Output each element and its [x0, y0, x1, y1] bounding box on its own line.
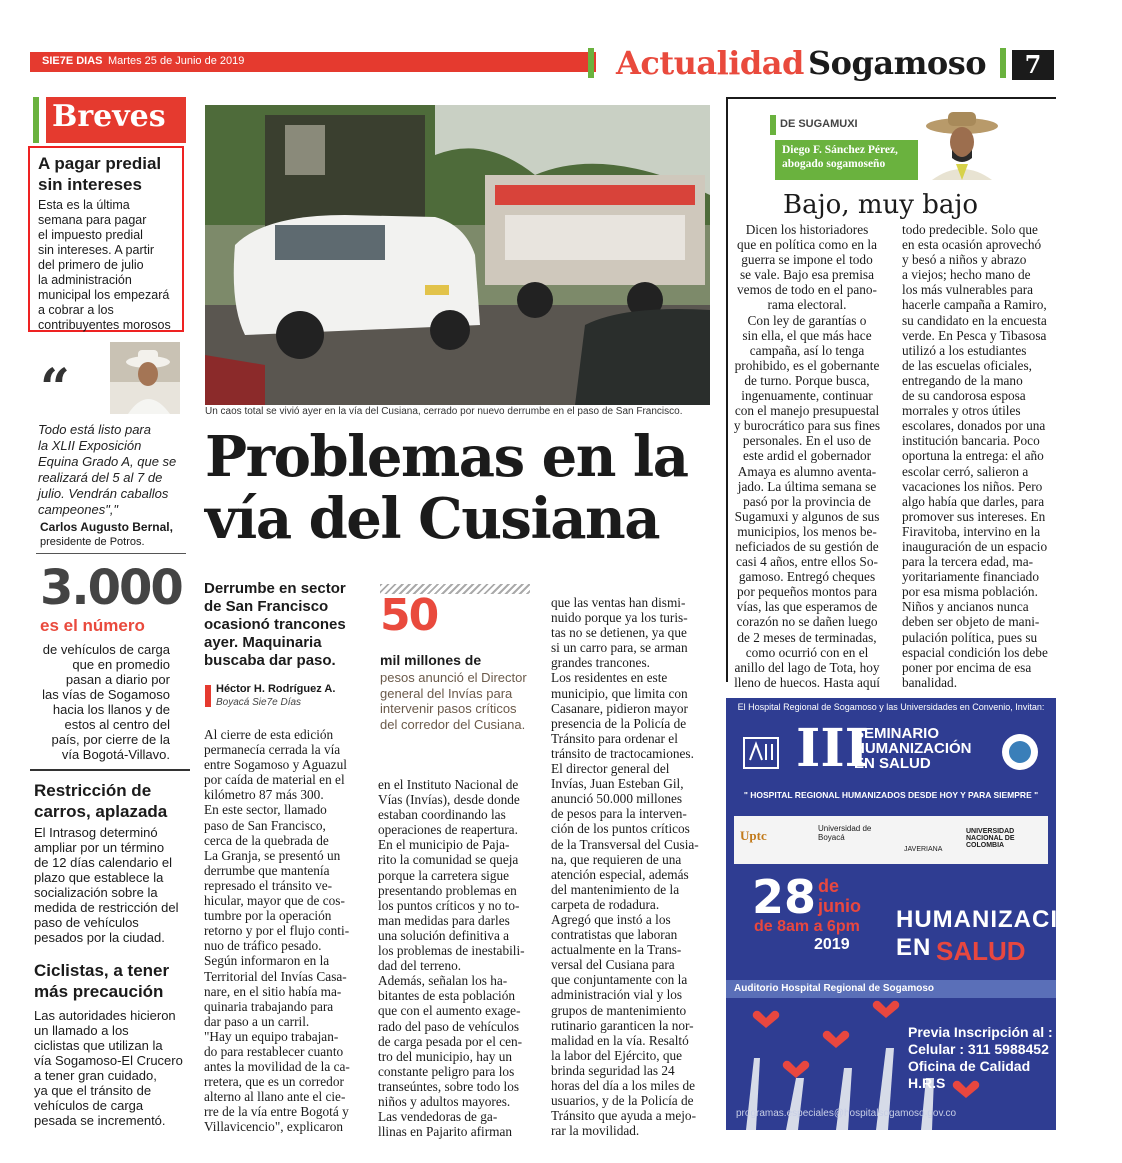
- text-line: man medidas para darles: [378, 912, 510, 928]
- logo-javeriana: JAVERIANA: [904, 846, 943, 853]
- text-line: de pesos para la interven-: [551, 806, 687, 822]
- logo-uptc: Uptc: [740, 828, 767, 843]
- ad-roman-numeral: III: [796, 718, 869, 779]
- ad-month-de: de: [818, 876, 840, 896]
- article-headline: [205, 426, 720, 550]
- brief-predial-body: [38, 198, 188, 333]
- text-line: malidad en la vía. Resaltó: [551, 1032, 689, 1048]
- seminar-ad: [726, 698, 1096, 1130]
- ad-slogan: " HOSPITAL REGIONAL HUMANIZADOS DESDE HOY Y PARA SIEMPRE ": [743, 790, 1039, 800]
- text-line: y burocrático para sus fines: [733, 418, 881, 434]
- text-line: nuido porque ya los turis-: [551, 610, 688, 626]
- text-line: EN SALUD: [854, 755, 931, 772]
- opinion-column-2: [902, 222, 1052, 690]
- text-line: lleno de huecos. Hasta aquí: [734, 674, 880, 690]
- text-line: país, por cierre de la: [51, 732, 170, 747]
- text-line: alterno al llano ante el cie-: [204, 1089, 346, 1105]
- ad-top-line: El Hospital Regional de Sogamoso y las Universidades en Convenio, Invitan:: [737, 702, 1045, 712]
- text-line: el impuesto predial: [38, 228, 143, 242]
- opinion-left-rule: [726, 97, 728, 682]
- text-line: carpeta de rodadura.: [551, 896, 660, 912]
- text-line: Casanare, pidieron mayor: [551, 700, 688, 716]
- text-line: a tener gran cuidado,: [34, 1068, 157, 1083]
- text-line: en el Instituto Nacional de: [378, 777, 519, 792]
- text-line: morrales y otros útiles: [902, 403, 1021, 419]
- text-line: retorno y por el flujo conti-: [204, 923, 350, 939]
- text-line: transeúntes, sobre todo los: [378, 1078, 520, 1094]
- brief-ciclistas-body: [34, 1008, 189, 1128]
- text-line: neficiados de su gestión de: [735, 538, 879, 554]
- section-title-sogamoso: Sogamoso: [808, 44, 987, 82]
- quote-author: Carlos Augusto Bernal,: [40, 520, 173, 534]
- text-line: El director general del: [551, 761, 670, 777]
- text-line: algo había que darles, para: [902, 493, 1045, 509]
- text-line: llinas en Pajarito afirman: [378, 1124, 513, 1140]
- text-line: Agregó que instó a los: [551, 911, 671, 927]
- text-line: La Granja, se presentó un: [204, 847, 341, 863]
- text-line: represado el tránsito ve-: [204, 877, 333, 893]
- text-line: Tránsito para ordenar el: [551, 730, 678, 746]
- text-line: las vías de Sogamoso: [42, 687, 170, 702]
- text-line: Villavicencio", explicaron: [204, 1119, 344, 1135]
- text-line: que con el aumento exage-: [378, 1003, 521, 1019]
- text-line: vehículos de carga: [34, 1098, 144, 1113]
- text-line: derrumbe que mantenía: [204, 862, 330, 878]
- text-line: a viejos; hecho mano de: [902, 267, 1031, 283]
- article-deck: [204, 580, 374, 670]
- stat-label: es el número: [40, 616, 145, 635]
- text-line: municipio, que limita con: [551, 685, 688, 701]
- text-line: la administración: [38, 273, 132, 287]
- ad-script-line2: SALUD: [936, 936, 1026, 966]
- text-line: la XLII Exposición: [38, 438, 142, 453]
- text-line: por caída de material en el: [204, 772, 345, 788]
- headline-line: vía del Cusiana: [205, 486, 660, 552]
- text-line: oportuna la entrega: el año: [902, 448, 1044, 464]
- text-line: En este sector, llamado: [204, 802, 327, 818]
- text-line: entregando de la mano: [902, 372, 1023, 388]
- text-line: de 2 meses de terminadas,: [737, 629, 877, 645]
- text-line: espacial condición los debe: [902, 644, 1048, 660]
- ad-month: junio: [818, 896, 861, 916]
- text-line: Al cierre de esta edición: [204, 727, 334, 742]
- text-line: estaban coordinando las: [378, 807, 506, 823]
- text-line: grandes trancones.: [551, 655, 650, 671]
- text-line: Territorial del Invías Casa-: [204, 968, 347, 984]
- text-line: promover sus intereses. En: [902, 508, 1046, 524]
- text-line: general del Invías para: [380, 685, 513, 701]
- text-line: Todo está listo para: [38, 422, 151, 437]
- text-line: banalidad.: [902, 674, 958, 690]
- text-line: ampliar por un término: [34, 840, 165, 855]
- text-line: Además, señalan los ha-: [378, 973, 508, 989]
- opinion-title: Bajo, muy bajo: [783, 190, 979, 220]
- text-line: gamoso. Entregó cheques: [738, 569, 876, 585]
- text-line: más precaución: [34, 982, 164, 1001]
- opinion-green-accent: [770, 115, 776, 135]
- text-line: ciclistas que utilizan la: [34, 1038, 163, 1053]
- text-line: versal del Cusiana para: [551, 957, 675, 973]
- text-line: municipios, los menos be-: [737, 523, 877, 539]
- text-line: entre Sogamoso y Aguazul: [204, 757, 347, 773]
- opinion-column-1: [732, 222, 882, 690]
- text-line: de su candorosa esposa: [902, 388, 1026, 404]
- text-line: medida de restricción del: [34, 900, 179, 915]
- text-line: que en política como en la: [737, 237, 877, 253]
- text-line: julio. Vendrán caballos: [38, 486, 169, 501]
- quote-author-photo: [110, 342, 180, 414]
- text-line: que las ventas han dismi-: [551, 595, 686, 610]
- text-line: hicular, mayor que de cos-: [204, 893, 345, 909]
- text-line: brinda seguridad las 24: [551, 1062, 675, 1078]
- brief-predial-lead-line: A pagar predial: [38, 154, 162, 173]
- text-line: dar paso a un carril.: [204, 1013, 310, 1029]
- text-line: jado. La última semana se: [737, 478, 877, 494]
- text-line: de vehículos de carga: [42, 642, 170, 657]
- text-line: usuarios, y de la Policía de: [551, 1093, 694, 1109]
- ad-year: 2019: [814, 936, 850, 953]
- divider: [36, 553, 186, 554]
- text-line: que conjuntamente con la: [551, 972, 688, 988]
- text-line: por pequeños montos para: [737, 584, 877, 600]
- article-photo: [205, 105, 710, 405]
- issue-date: Martes 25 de Junio de 2019: [108, 55, 245, 67]
- ad-script-line1: HUMANIZACION EN: [896, 906, 1096, 961]
- text-line: de la Transversal del Cusia-: [551, 836, 699, 852]
- byline-marker: [205, 685, 211, 707]
- section-title-actualidad: Actualidad: [616, 44, 804, 82]
- text-line: pesos anunció el Director: [380, 670, 527, 685]
- text-line: todo predecible. Solo que: [902, 222, 1038, 237]
- text-line: yoritariamente financiado: [902, 569, 1039, 585]
- text-line: quinaria trabajando para: [204, 998, 334, 1014]
- text-line: Firavitoba, intervino en la: [902, 523, 1041, 539]
- text-line: de San Francisco: [204, 598, 329, 615]
- text-line: pesada se incrementó.: [34, 1113, 166, 1128]
- text-line: Previa Inscripción al :: [908, 1024, 1053, 1040]
- text-line: na, que requieren de una: [551, 851, 682, 867]
- text-line: poner por encima de esa: [902, 659, 1032, 675]
- text-line: Celular : 311 5988452: [908, 1041, 1049, 1057]
- brand-label: SIE7E DIAS: [42, 55, 103, 67]
- text-line: El Intrasog determinó: [34, 825, 158, 840]
- text-line: tro del municipio, hay un: [378, 1048, 513, 1064]
- text-line: carros, aplazada: [34, 802, 168, 821]
- ad-registration: [908, 1024, 1056, 1092]
- brief-restriccion-body: [34, 825, 189, 945]
- logo-ub: Universidad de Boyacá: [818, 824, 872, 842]
- text-line: ocasionó trancones: [204, 616, 346, 633]
- header-green-accent-2: [1000, 48, 1006, 78]
- text-line: ayer. Maquinaria: [204, 634, 322, 651]
- text-line: pesados por la ciudad.: [34, 930, 165, 945]
- text-line: guerra se impone el todo: [741, 252, 873, 268]
- text-line: municipal los empezará: [38, 288, 170, 302]
- text-line: un llamado a los: [34, 1023, 129, 1038]
- text-line: niños y adultos mayores.: [378, 1093, 511, 1109]
- text-line: los más vulnerables para: [902, 282, 1034, 298]
- text-line: personales. En el uso de: [742, 433, 872, 449]
- text-line: escolar cerró, salieron a: [902, 463, 1029, 479]
- text-line: intervenir pasos críticos: [380, 701, 517, 716]
- hospital-logo-icon: [740, 730, 786, 774]
- text-line: campaña, así lo tenga: [749, 342, 865, 358]
- text-line: operaciones de reapertura.: [378, 822, 518, 838]
- text-line: tránsito de tractocamiones.: [551, 745, 694, 761]
- text-line: presentando problemas en: [378, 882, 517, 898]
- text-line: a cobrar a los: [38, 303, 114, 317]
- text-line: rito la comunidad se queja: [378, 852, 519, 868]
- article-column-1: [204, 727, 359, 1135]
- stat-number: 3.000: [40, 560, 182, 616]
- text-line: Dicen los historiadores: [745, 222, 869, 237]
- divider: [30, 769, 190, 771]
- text-line: nare, en el sitio había ma-: [204, 983, 342, 999]
- text-line: kilómetro 87 más 300.: [204, 787, 324, 803]
- text-line: socialización sobre la: [34, 885, 158, 900]
- text-line: y besó a niños y abrazo: [902, 252, 1027, 268]
- text-line: dad del terreno.: [378, 958, 462, 974]
- text-line: su candidato en la encuesta: [902, 312, 1047, 328]
- text-line: paso de San Francisco,: [204, 817, 326, 833]
- quote-author-role: presidente de Potros.: [40, 536, 145, 548]
- text-line: Amaya es alumno aventa-: [737, 463, 877, 479]
- text-line: los puntos críticos y no to-: [378, 897, 520, 913]
- text-line: SEMINARIO: [854, 725, 940, 742]
- text-line: permanecía cerrada la vía: [204, 742, 341, 758]
- text-line: presencia de la Policía de: [551, 715, 687, 731]
- seal-icon: [1000, 732, 1040, 772]
- text-line: realizará del 5 al 7 de: [38, 470, 163, 485]
- highlight-number: 50: [380, 590, 438, 641]
- text-line: inauguración de un espacio: [902, 538, 1048, 554]
- text-line: por esa misma población.: [902, 584, 1038, 600]
- opinion-author: [782, 143, 898, 171]
- text-line: Ciclistas, a tener: [34, 961, 170, 980]
- text-line: Los residentes en este: [551, 670, 668, 686]
- text-line: buscaba dar paso.: [204, 652, 336, 669]
- text-line: rutinario garanticen la nor-: [551, 1017, 694, 1033]
- text-line: Sugamuxi y algunos de sus: [734, 508, 880, 524]
- text-line: que en promedio: [72, 657, 170, 672]
- text-line: HUMANIZACIÓN: [854, 740, 972, 757]
- brief-predial-lead: [38, 153, 161, 195]
- header-green-accent: [588, 48, 594, 78]
- text-line: Oficina de Calidad H.R.S: [908, 1058, 1031, 1091]
- brief-predial-lead-line: sin intereses: [38, 175, 142, 194]
- text-line: Las vendedoras de ga-: [378, 1109, 498, 1125]
- text-line: rama electoral.: [767, 297, 847, 313]
- text-line: Niños y ancianos nunca: [902, 599, 1029, 615]
- text-line: do para restablecer cuanto: [204, 1043, 344, 1059]
- text-line: verde. En Pesca y Tibasosa: [902, 327, 1047, 343]
- text-line: vía Sogamoso-El Crucero: [34, 1053, 183, 1068]
- text-line: abogado sogamoseño: [782, 158, 886, 170]
- text-line: antes la movilidad de la ca-: [204, 1059, 350, 1075]
- opinion-kicker: DE SUGAMUXI: [780, 118, 858, 130]
- article-column-2: [378, 777, 533, 1139]
- text-line: escolares, donados por una: [902, 418, 1046, 434]
- text-line: casi 4 años, entre ellos So-: [736, 554, 878, 570]
- text-line: rado del paso de vehículos: [378, 1018, 520, 1034]
- text-line: cerca de la quebrada de: [204, 832, 329, 848]
- text-line: Según informaron en la: [204, 953, 330, 969]
- ad-title: [854, 726, 972, 771]
- text-line: vías, las que esperamos de: [736, 599, 878, 615]
- photo-caption: Un caos total se vivió ayer en la vía del Cusiana, cerrado por nuevo derrumbe en el paso de San Francisco.: [205, 406, 683, 417]
- quote-text: [38, 422, 188, 518]
- text-line: Las autoridades hicieron: [34, 1008, 176, 1023]
- text-line: anillo del lago de Tota, hoy: [734, 659, 880, 675]
- text-line: del corredor del Cusiana.: [380, 716, 526, 732]
- opinion-author-photo: [922, 108, 1002, 180]
- text-line: Con ley de garantías o: [747, 312, 867, 328]
- text-line: Restricción de: [34, 781, 152, 800]
- text-line: hacia los llanos y de: [52, 702, 170, 717]
- text-line: actualmente en la Trans-: [551, 942, 682, 958]
- text-line: nuo de tráfico pesado.: [204, 938, 322, 954]
- text-line: Diego F. Sánchez Pérez,: [782, 144, 898, 156]
- highlight-text: [380, 670, 530, 732]
- text-line: la labor del Ejército, que: [551, 1047, 683, 1063]
- text-line: contribuyentes morosos: [38, 318, 171, 332]
- text-line: se vale. Bajo esa premisa: [739, 267, 875, 283]
- text-line: constante peligro para los: [378, 1063, 515, 1079]
- byline-author: Héctor H. Rodríguez A.: [216, 683, 336, 695]
- text-line: Tránsito que ayuda a mejo-: [551, 1108, 697, 1124]
- text-line: prohibido, es el gobernante: [734, 357, 880, 373]
- text-line: vía Bogotá-Villavo.: [61, 747, 170, 762]
- text-line: como ocurrió con en el: [745, 644, 869, 660]
- text-line: corazón no se dañen luego: [736, 614, 878, 630]
- text-line: administración vial y los: [551, 987, 683, 1003]
- ad-venue: Auditorio Hospital Regional de Sogamoso: [734, 983, 935, 994]
- text-line: En el municipio de Paja-: [378, 837, 510, 853]
- text-line: "Hay un equipo trabajan-: [204, 1028, 339, 1044]
- text-line: de las escuelas oficiales,: [902, 357, 1032, 373]
- text-line: con el manejo presupuestal: [734, 403, 880, 419]
- text-line: Invías, Juan Esteban Gil,: [551, 776, 684, 792]
- text-line: deben ser objeto de mani-: [902, 614, 1040, 630]
- text-line: rre de la vía entre Bogotá y: [204, 1104, 349, 1120]
- text-line: ingenuamente, continuar: [741, 388, 873, 404]
- text-line: de carga pesada por el cen-: [378, 1033, 523, 1049]
- text-line: vemos de todo en el pano-: [737, 282, 877, 298]
- headline-line: Problemas en la: [205, 424, 688, 490]
- text-line: atención especial, además: [551, 866, 689, 882]
- text-line: bitantes de esta población: [378, 988, 515, 1004]
- text-line: tas no se detienen, ya que: [551, 625, 687, 641]
- text-line: si un carro para, se arman: [551, 640, 688, 656]
- text-line: Esta es la última: [38, 198, 130, 212]
- page-number: 7: [1012, 50, 1054, 80]
- text-line: estos al centro del: [64, 717, 170, 732]
- byline-outlet: Boyacá Sie7e Días: [216, 697, 302, 708]
- text-line: del primero de julio: [38, 258, 144, 272]
- text-line: Derrumbe en sector: [204, 580, 346, 597]
- opinion-top-rule: [726, 97, 1056, 99]
- text-line: sin intereses. A partir: [38, 243, 155, 257]
- text-line: de turno. Porque busca,: [744, 372, 870, 388]
- text-line: de 12 días calendario el: [34, 855, 173, 870]
- ad-hours: de 8am a 6pm: [754, 918, 860, 935]
- text-line: ya que el tránsito de: [34, 1083, 152, 1098]
- text-line: pulación política, pues su: [902, 629, 1038, 645]
- article-column-3: [551, 595, 708, 1138]
- text-line: vacaciones los niños. Pero: [902, 478, 1043, 494]
- text-line: sin ella, el que más hace: [742, 327, 872, 343]
- text-line: horas del día a los miles de: [551, 1078, 696, 1093]
- text-line: Vías (Invías), desde donde: [378, 792, 520, 808]
- text-line: semana para pagar: [38, 213, 147, 227]
- text-line: tumbre por la operación: [204, 908, 332, 924]
- breves-title: Breves: [52, 99, 166, 134]
- text-line: ción de los puntos críticos: [551, 821, 690, 837]
- ad-day: 28: [752, 870, 817, 924]
- text-line: este ardid el gobernador: [742, 448, 872, 464]
- text-line: porque la carretera sigue: [378, 867, 510, 883]
- text-line: hacerle campaña a Ramiro,: [902, 297, 1047, 313]
- text-line: grupos de mantenimiento: [551, 1002, 687, 1018]
- text-line: contratistas que laboran: [551, 927, 678, 943]
- quote-mark-icon: “: [40, 358, 70, 419]
- text-line: utilizó a los estudiantes: [902, 342, 1027, 358]
- text-line: campeones",": [38, 502, 119, 517]
- text-line: los problemas de inestabili-: [378, 943, 525, 959]
- brief-restriccion-lead: [34, 780, 167, 822]
- highlight-unit: mil millones de: [380, 652, 482, 668]
- ad-email: programas.especiales@hospitalsogamoso.gov.co: [736, 1108, 957, 1119]
- text-line: una solución definitiva a: [378, 927, 510, 943]
- text-line: rretera, que es un corredor: [204, 1074, 344, 1090]
- text-line: para la tercera edad, ma-: [902, 554, 1034, 570]
- text-line: Equina Grado A, que se: [38, 454, 177, 469]
- text-line: del mantenimiento de la: [551, 881, 680, 897]
- text-line: institución bancaria. Poco: [902, 433, 1040, 449]
- text-line: paso de vehículos: [34, 915, 139, 930]
- breves-green-accent: [33, 97, 39, 143]
- text-line: en esta ocasión aprovechó: [902, 237, 1042, 253]
- logo-unal: UNIVERSIDAD NACIONAL DE COLOMBIA: [966, 828, 1015, 849]
- text-line: anunció 50.000 millones: [551, 791, 683, 807]
- brief-ciclistas-lead: [34, 960, 169, 1002]
- text-line: plazo que establece la: [34, 870, 164, 885]
- text-line: rar la movilidad.: [551, 1123, 640, 1139]
- text-line: pasan a diario por: [65, 672, 170, 687]
- text-line: pasó por la provincia de: [743, 493, 871, 509]
- stat-body: [36, 642, 170, 762]
